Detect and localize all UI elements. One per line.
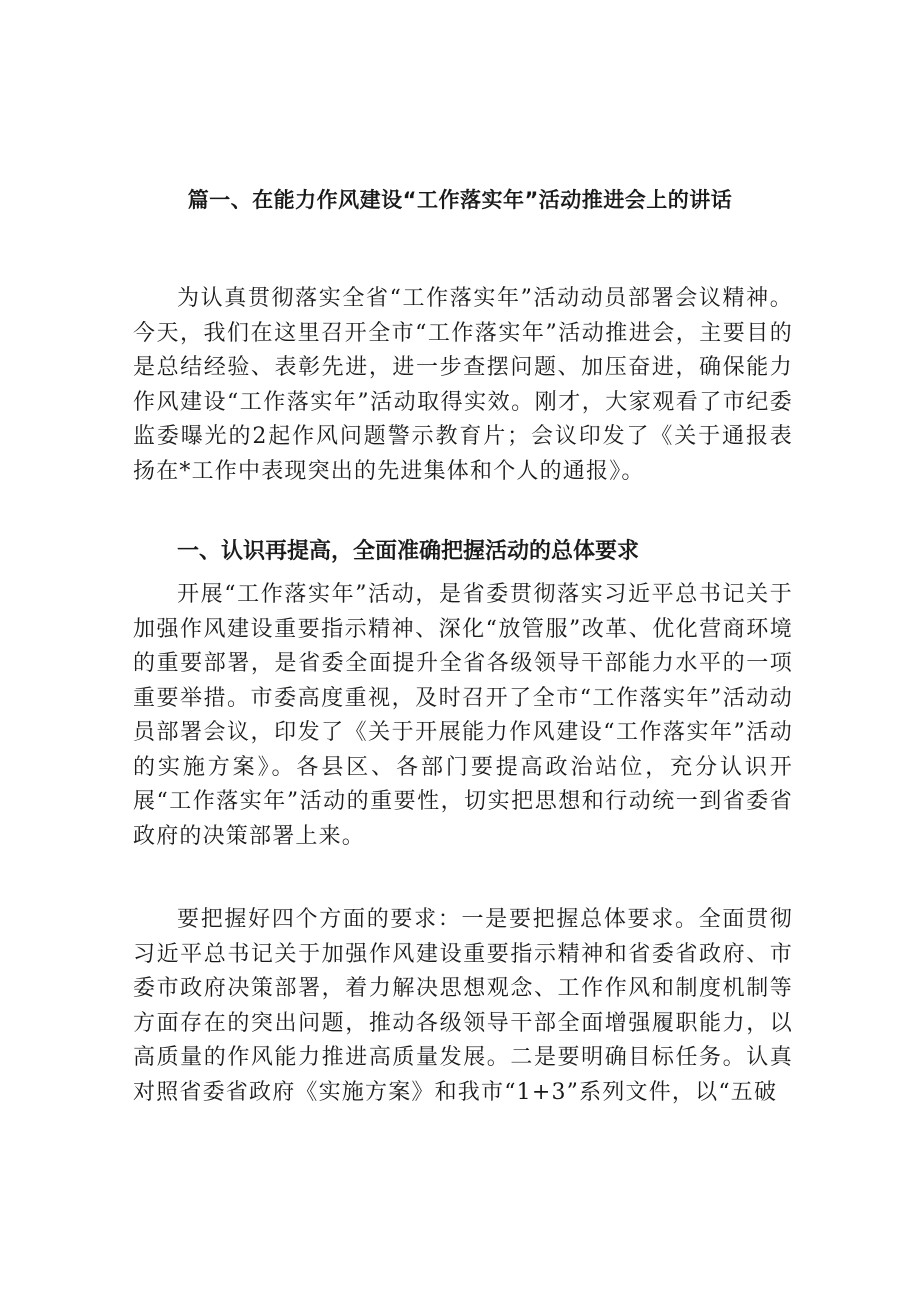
section-paragraph-2: 要把握好四个方面的要求：一是要把握总体要求。全面贯彻习近平总书记关于加强作风建设重要指示精神和省委省政府、市委市政府决策部署，着力解决思想观念、工作作风和制度机制等方面存在的突出问题，推动各级领导干部全面增强履职能力，以高质量的作风能力推进高质量发展。二是要明确目标任务。认真对照省委省政府《实施方案》和我市“1+3”系列文件，以“五破 <box>133 907 793 1105</box>
section-paragraph-1: 开展“工作落实年”活动，是省委贯彻落实习近平总书记关于加强作风建设重要指示精神、深化“放管服”改革、优化营商环境的重要部署，是省委全面提升全省各级领导干部能力水平的一项重要举措。市委高度重视，及时召开了全市“工作落实年”活动动员部署会议，印发了《关于开展能力作风建设“工作落实年”活动的实施方案》。各县区、各部门要提高政治站位，充分认识开展“工作落实年”活动的重要性，切实把思想和行动统一到省委省政府的决策部署上来。 <box>133 582 793 849</box>
section-heading: 一、认识再提高，全面准确把握活动的总体要求 <box>177 539 640 564</box>
intro-paragraph: 为认真贯彻落实全省“工作落实年”活动动员部署会议精神。今天，我们在这里召开全市“工作落实年”活动推进会，主要目的是总结经验、表彰先进，进一步查摆问题、加压奋进，确保能力作风建设“工作落实年”活动取得实效。刚才，大家观看了市纪委监委曝光的2起作风问题警示教育片；会议印发了《关于通报表扬在*工作中表现突出的先进集体和个人的通报》。 <box>133 286 793 484</box>
document-title: 篇一、在能力作风建设“工作落实年”活动推进会上的讲话 <box>187 188 733 212</box>
